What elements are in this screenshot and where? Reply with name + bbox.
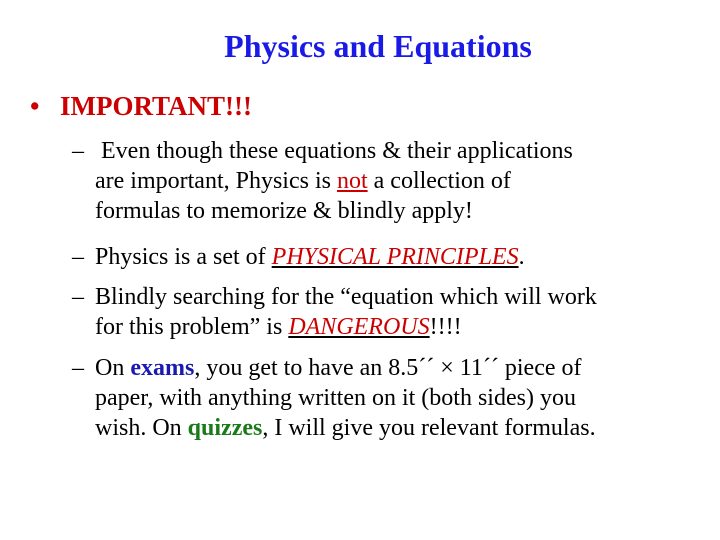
important-bullet xyxy=(30,86,252,126)
bullet-marker: • xyxy=(30,91,40,121)
sub2-text: Physics is a set of xyxy=(95,244,272,270)
not-emphasis: not xyxy=(336,168,368,194)
sub4-text-4: , I will give you relevant formulas. xyxy=(262,415,596,441)
dash-marker: – xyxy=(72,355,84,381)
sub-bullet-equations xyxy=(72,136,712,226)
sub3-line2 xyxy=(95,312,712,342)
sub-bullet-exams xyxy=(72,353,712,443)
physical-principles-emphasis: PHYSICAL PRINCIPLES xyxy=(271,244,519,270)
sub1-text: are important, Physics is xyxy=(95,168,337,194)
sub3-exclaim: !!!! xyxy=(429,314,462,340)
sub-bullet-searching xyxy=(72,282,712,342)
sub1-line1: Even though these equations & their applications xyxy=(95,138,573,164)
sub4-text-2: , you get to have an 8.5´´ × 11´´ piece of xyxy=(194,355,582,381)
bullet-text: IMPORTANT!!! xyxy=(60,91,253,121)
slide-title: Physics and Equations xyxy=(224,28,532,64)
dash-marker: – xyxy=(72,138,84,164)
exams-emphasis: exams xyxy=(130,355,195,381)
sub4-line3 xyxy=(95,413,712,443)
dash-marker: – xyxy=(72,244,84,270)
sub3-text: for this problem” is xyxy=(95,314,289,340)
quizzes-emphasis: quizzes xyxy=(187,415,263,441)
sub1-text-2: a collection of xyxy=(367,168,511,194)
sub4-text: On xyxy=(95,355,131,381)
sub4-text-3: wish. On xyxy=(95,415,188,441)
sub4-line2: paper, with anything written on it (both sides) you xyxy=(95,385,576,411)
sub2-line1 xyxy=(95,242,712,272)
sub1-line3: formulas to memorize & blindly apply! xyxy=(95,198,473,224)
sub4-line1 xyxy=(95,353,712,383)
dash-marker: – xyxy=(72,284,84,310)
sub3-line1: Blindly searching for the “equation which will work xyxy=(95,284,597,310)
sub-bullet-principles xyxy=(72,242,712,272)
sub2-period: . xyxy=(518,244,525,270)
dangerous-emphasis: DANGEROUS xyxy=(288,314,430,340)
sub1-line2 xyxy=(95,166,712,196)
